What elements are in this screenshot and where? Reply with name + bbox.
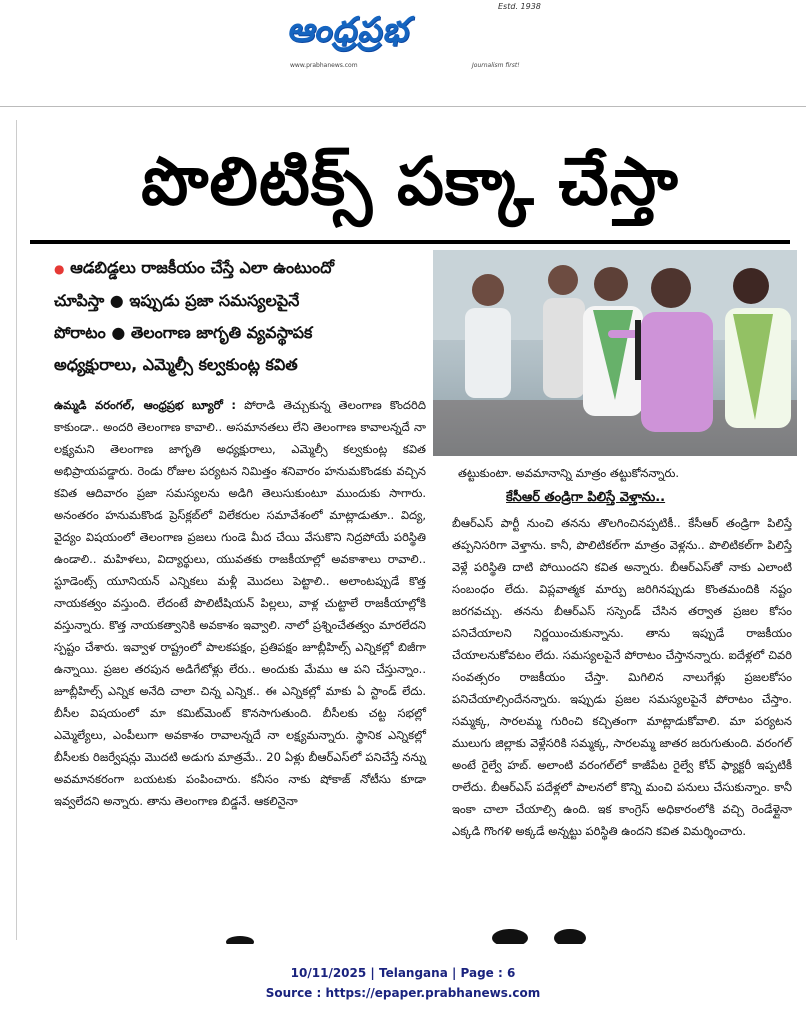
left-margin-divider (16, 120, 17, 940)
deck-line (54, 349, 426, 381)
bullet-icon: ● (54, 262, 65, 276)
established-label: Estd. 1938 (498, 2, 541, 11)
headline-underline (30, 240, 790, 244)
footer-source-link[interactable]: Source : https://epaper.prabhanews.com (265, 986, 541, 1000)
top-divider (0, 106, 806, 107)
footer-date-line: 10/11/2025 | Telangana | Page : 6 (290, 966, 516, 980)
deck-text: చూపిస్తా ● ఇప్పుడు ప్రజా సమస్యలపైనే (54, 291, 300, 310)
article-byline: ఉమ్మడి వరంగల్, ఆంధ్రప్రభ బ్యూరో : (54, 398, 236, 412)
press-meet-photo-icon (433, 250, 797, 456)
article-paragraph (54, 394, 426, 812)
deck-line (54, 252, 426, 285)
press-meet-photo (433, 250, 797, 456)
masthead (0, 0, 806, 78)
article-continuation: తట్టుకుంటా. అవమానాన్ని మాత్రం తట్టుకోనన్నారు. (458, 466, 679, 480)
article-deck (54, 252, 426, 381)
article-headline: పొలిటిక్స్ పక్కా చేస్తా (141, 143, 679, 220)
masthead-url: www.prabhanews.com (290, 62, 358, 69)
deck-text: ఆడబిడ్డలు రాజకీయం చేస్తే ఎలా ఉంటుందో (70, 258, 335, 277)
masthead-tagline: Journalism first! (472, 62, 520, 69)
article-subheading: కేసీఆర్ తండ్రిగా పిలిస్తే వెళ్తాను.. (506, 490, 666, 505)
article-body-right-column (452, 512, 792, 842)
article-body-text: పోరాడి తెచ్చుకున్న తెలంగాణ కొందరిది కాకుండా.. అందరి తెలంగాణ కావాలి.. అసమానతలు లేని తెలంగాణ కావాలన్నదే నా లక్ష్యమని తెలంగాణ జాగృతి అధ్యక్షురాలు, ఎమ్మెల్సీ కల్వకుంట్ల కవిత అభిప్రాయపడ్డారు. రెండు రోజుల పర్యటన నిమిత్తం శనివారం హనుమకొండకు వచ్చిన కవిత ఆదివారం ప్రజా సమస్యలను అడిగి తెలుసుకుంటూ ముందుకు సాగారు. అనంతరం హనుమకొండ ప్రెస్‌క్లబ్‌లో విలేకరుల సమావేశంలో మాట్లాడుతూ.. విద్య, వైద్యం విషయంలో తెలంగాణ ప్రజలు గుండె మీద చేయి వేసుకొని నిద్రపోయే పరిస్థితి ఉండాలి.. మహిళలు, విద్యార్థులు, యువతకు రాజకీయాల్లో అవకాశాలు రావాలి.. స్టూడెంట్స్ యూనియన్ ఎన్నికలు మళ్లీ మొదలు పెట్టాలి.. అలాంటప్పుడే కొత్త నాయకత్వం వస్తుంది. లేదంటే పొలిటీషియన్ పిల్లలు, వాళ్ల చుట్టాలే రాజకీయాల్లోకి వస్తున్నారు. కొత్త నాయకత్వానికి అవకాశం ఇవ్వాలి. నాలో ప్రశ్నించేతత్వం మారలేదని స్పష్టం చేశారు. ఇవ్వాళ రాష్ట్రంలో పాలకపక్షం, ప్రతిపక్షం జూబ్లీహిల్స్ ఎన్నికల్లో బిజీగా ఉన్నాయి. ప్రజల తరపున అడిగేటోళ్లు లేరు.. అందుకు మేము ఆ పని చేస్తున్నాం.. జూబ్లీహిల్స్ ఎన్నిక అనేది చాలా చిన్న ఎన్నిక.. ఈ ఎన్నికల్లో మాకు ఏ స్టాండ్ లేదు. బీసీల విషయంలో మా కమిట్‌మెంట్ కొనసాగుతుంది. బీసీలకు చట్ట సభల్లో ఎమ్మెల్యేలు, ఎంపీలుగా అవకాశం రావాలన్నదే నా లక్ష్యమన్నారు. స్థానిక ఎన్నికల్లో బీసీలకు రిజర్వేషన్లు మొదటి అడుగు మాత్రమే.. 20 ఏళ్లు బీఆర్‌ఎస్‌లో పనిచేస్తే నన్ను అవమానకరంగా బయటకు పంపించారు. కనీసం నాకు షోకాజ్ నోటీసు కూడా ఇవ్వలేదని అన్నారు. తాను తెలంగాణ బిడ్డనే. ఆకలినైనా (54, 398, 426, 808)
deck-line (54, 317, 426, 349)
article-body-text: బీఆర్ఎస్ పార్టీ నుంచి తనను తొలగించినప్పటికీ.. కేసీఆర్ తండ్రిగా పిలిస్తే తప్పనిసరిగా వెళ్తాను. కానీ, పొలిటికల్‌గా మాత్రం వెళ్లను.. పొలిటికల్‌గా పిలిస్తే వెళ్లే పరిస్థితి దాటి పోయిందని కవిత అన్నారు. బీఆర్ఎస్‌తో నాకు ఎలాంటి సంబంధం లేదు. విప్లవాత్మక మార్పు జరిగినప్పుడు కొంతమందికి నష్టం జరగవచ్చు. తనను బీఆర్ఎస్ సస్పెండ్ చేసిన తర్వాత ప్రజల కోసం పనిచేయాలని నిర్ణయించుకున్నాను. తాను ఇప్పుడే రాజకీయం చేయాలనుకోవటం లేదు. సమస్యలపైనే పోరాటం చేస్తానన్నారు. ఐదేళ్లలో చివరి సంవత్సరం రాజకీయం చేస్తా. మిగిలిన నాలుగేళ్లు ప్రజలకోసం పనిచేయాల్సిందేనన్నారు. ఇప్పుడు ప్రజల సమస్యలపైనే పోరాటం చేస్తాం. సమ్మక్క, సారలమ్మ గురించి కచ్చితంగా మాట్లాడుకోవాలి. మా పర్యటన ములుగు జిల్లాకు వెళ్లేసరికి సమ్మక్క, సారలమ్మ జాతర జరుగుతుంది. వరంగల్ అంటే రైల్వే హబ్. అలాంటి వరంగల్‌లో కాజీపేట రైల్వే కోచ్ ఫ్యాక్టరీ ఇప్పటికీ రాలేదు. బీఆర్ఎస్ పదేళ్లలో పాలనలో కొన్ని మంచి పనులు చేసుకున్నాం. కానీ ఇంకా చాలా చేయాల్సి ఉంది. ఇక కాంగ్రెస్ అధికారంలోకి వచ్చి రెండేళ్లైనా ఎక్కడి గొంగళి అక్కడే అన్నట్టు పరిస్థితి ఉందని కవిత విమర్శించారు. (452, 516, 792, 838)
article-body-left-column (54, 394, 426, 812)
newspaper-logo: ఆంధ్రప్రభ (285, 10, 415, 50)
deck-line (54, 285, 426, 317)
deck-text: పోరాటం ● తెలంగాణ జాగృతి వ్యవస్థాపక (54, 323, 313, 342)
next-article-teaser-art (220, 926, 600, 944)
deck-text: అధ్యక్షురాలు, ఎమ్మెల్సీ కల్వకుంట్ల కవిత (54, 355, 298, 374)
